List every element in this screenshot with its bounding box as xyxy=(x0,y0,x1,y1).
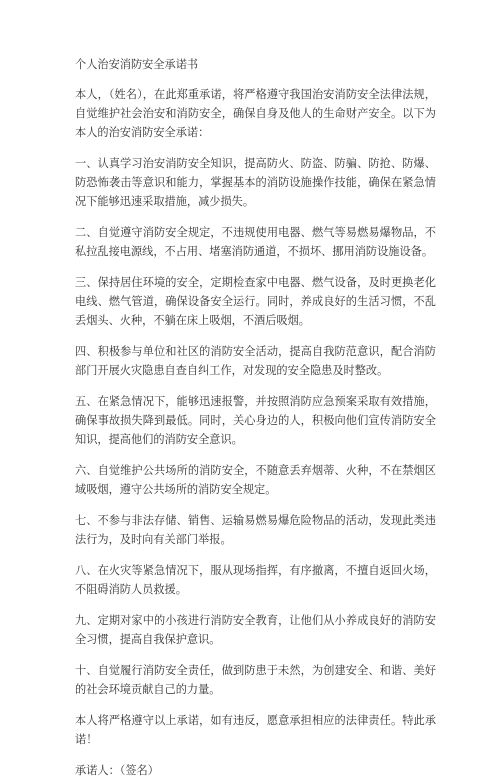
commitment-item-3: 三、保持居住环境的安全，定期检查家中电器、燃气设备，及时更换老化电线、燃气管道，确保设备安全运行。同时，养成良好的生活习惯，不乱丢烟头、火种，不躺在床上吸烟，不酒后吸烟。 xyxy=(75,276,436,327)
commitment-item-7: 七、不参与非法存储、销售、运输易燃易爆危险物品的活动，发现此类违法行为，及时向有关部门举报。 xyxy=(75,514,436,546)
commitment-item-4: 四、积极参与单位和社区的消防安全活动，提高自我防范意识，配合消防部门开展火灾隐患自查自纠工作，对发现的安全隐患及时整改。 xyxy=(75,345,436,377)
commitment-item-5: 五、在紧急情况下，能够迅速报警，并按照消防应急预案采取有效措施，确保事故损失降到最低。同时，关心身边的人，积极向他们宣传消防安全知识，提高他们的消防安全意识。 xyxy=(75,395,436,446)
closing-statement: 本人将严格遵守以上承诺，如有违反，愿意承担相应的法律责任。特此承诺！ xyxy=(75,714,436,746)
commitment-item-1: 一、认真学习治安消防安全知识，提高防火、防盗、防骗、防抢、防爆、防恐怖袭击等意识和能力，掌握基本的消防设施操作技能，确保在紧急情况下能够迅速采取措施，减少损失。 xyxy=(75,157,436,208)
commitment-item-6: 六、自觉维护公共场所的消防安全，不随意丢弃烟蒂、火种，不在禁烟区域吸烟，遵守公共场所的消防安全规定。 xyxy=(75,464,436,496)
commitment-item-8: 八、在火灾等紧急情况下，服从现场指挥，有序撤离，不擅自返回火场，不阻碍消防人员救援。 xyxy=(75,564,436,596)
signature-line: 承诺人：（签名） xyxy=(75,764,159,777)
intro-paragraph: 本人，（姓名），在此郑重承诺，将严格遵守我国治安消防安全法律法规，自觉维护社会治安和消防安全，确保自身及他人的生命财产安全。以下为本人的治安消防安全承诺： xyxy=(75,88,436,139)
commitment-item-9: 九、定期对家中的小孩进行消防安全教育，让他们从小养成良好的消防安全习惯，提高自我保护意识。 xyxy=(75,614,436,646)
commitment-item-10: 十、自觉履行消防安全责任，做到防患于未然，为创建安全、和谐、美好的社会环境贡献自己的力量。 xyxy=(75,664,436,696)
document-title: 个人治安消防安全承诺书 xyxy=(75,58,199,71)
commitment-item-2: 二、自觉遵守消防安全规定，不违规使用电器、燃气等易燃易爆物品，不私拉乱接电源线，不占用、堵塞消防通道，不损坏、挪用消防设施设备。 xyxy=(75,226,436,258)
